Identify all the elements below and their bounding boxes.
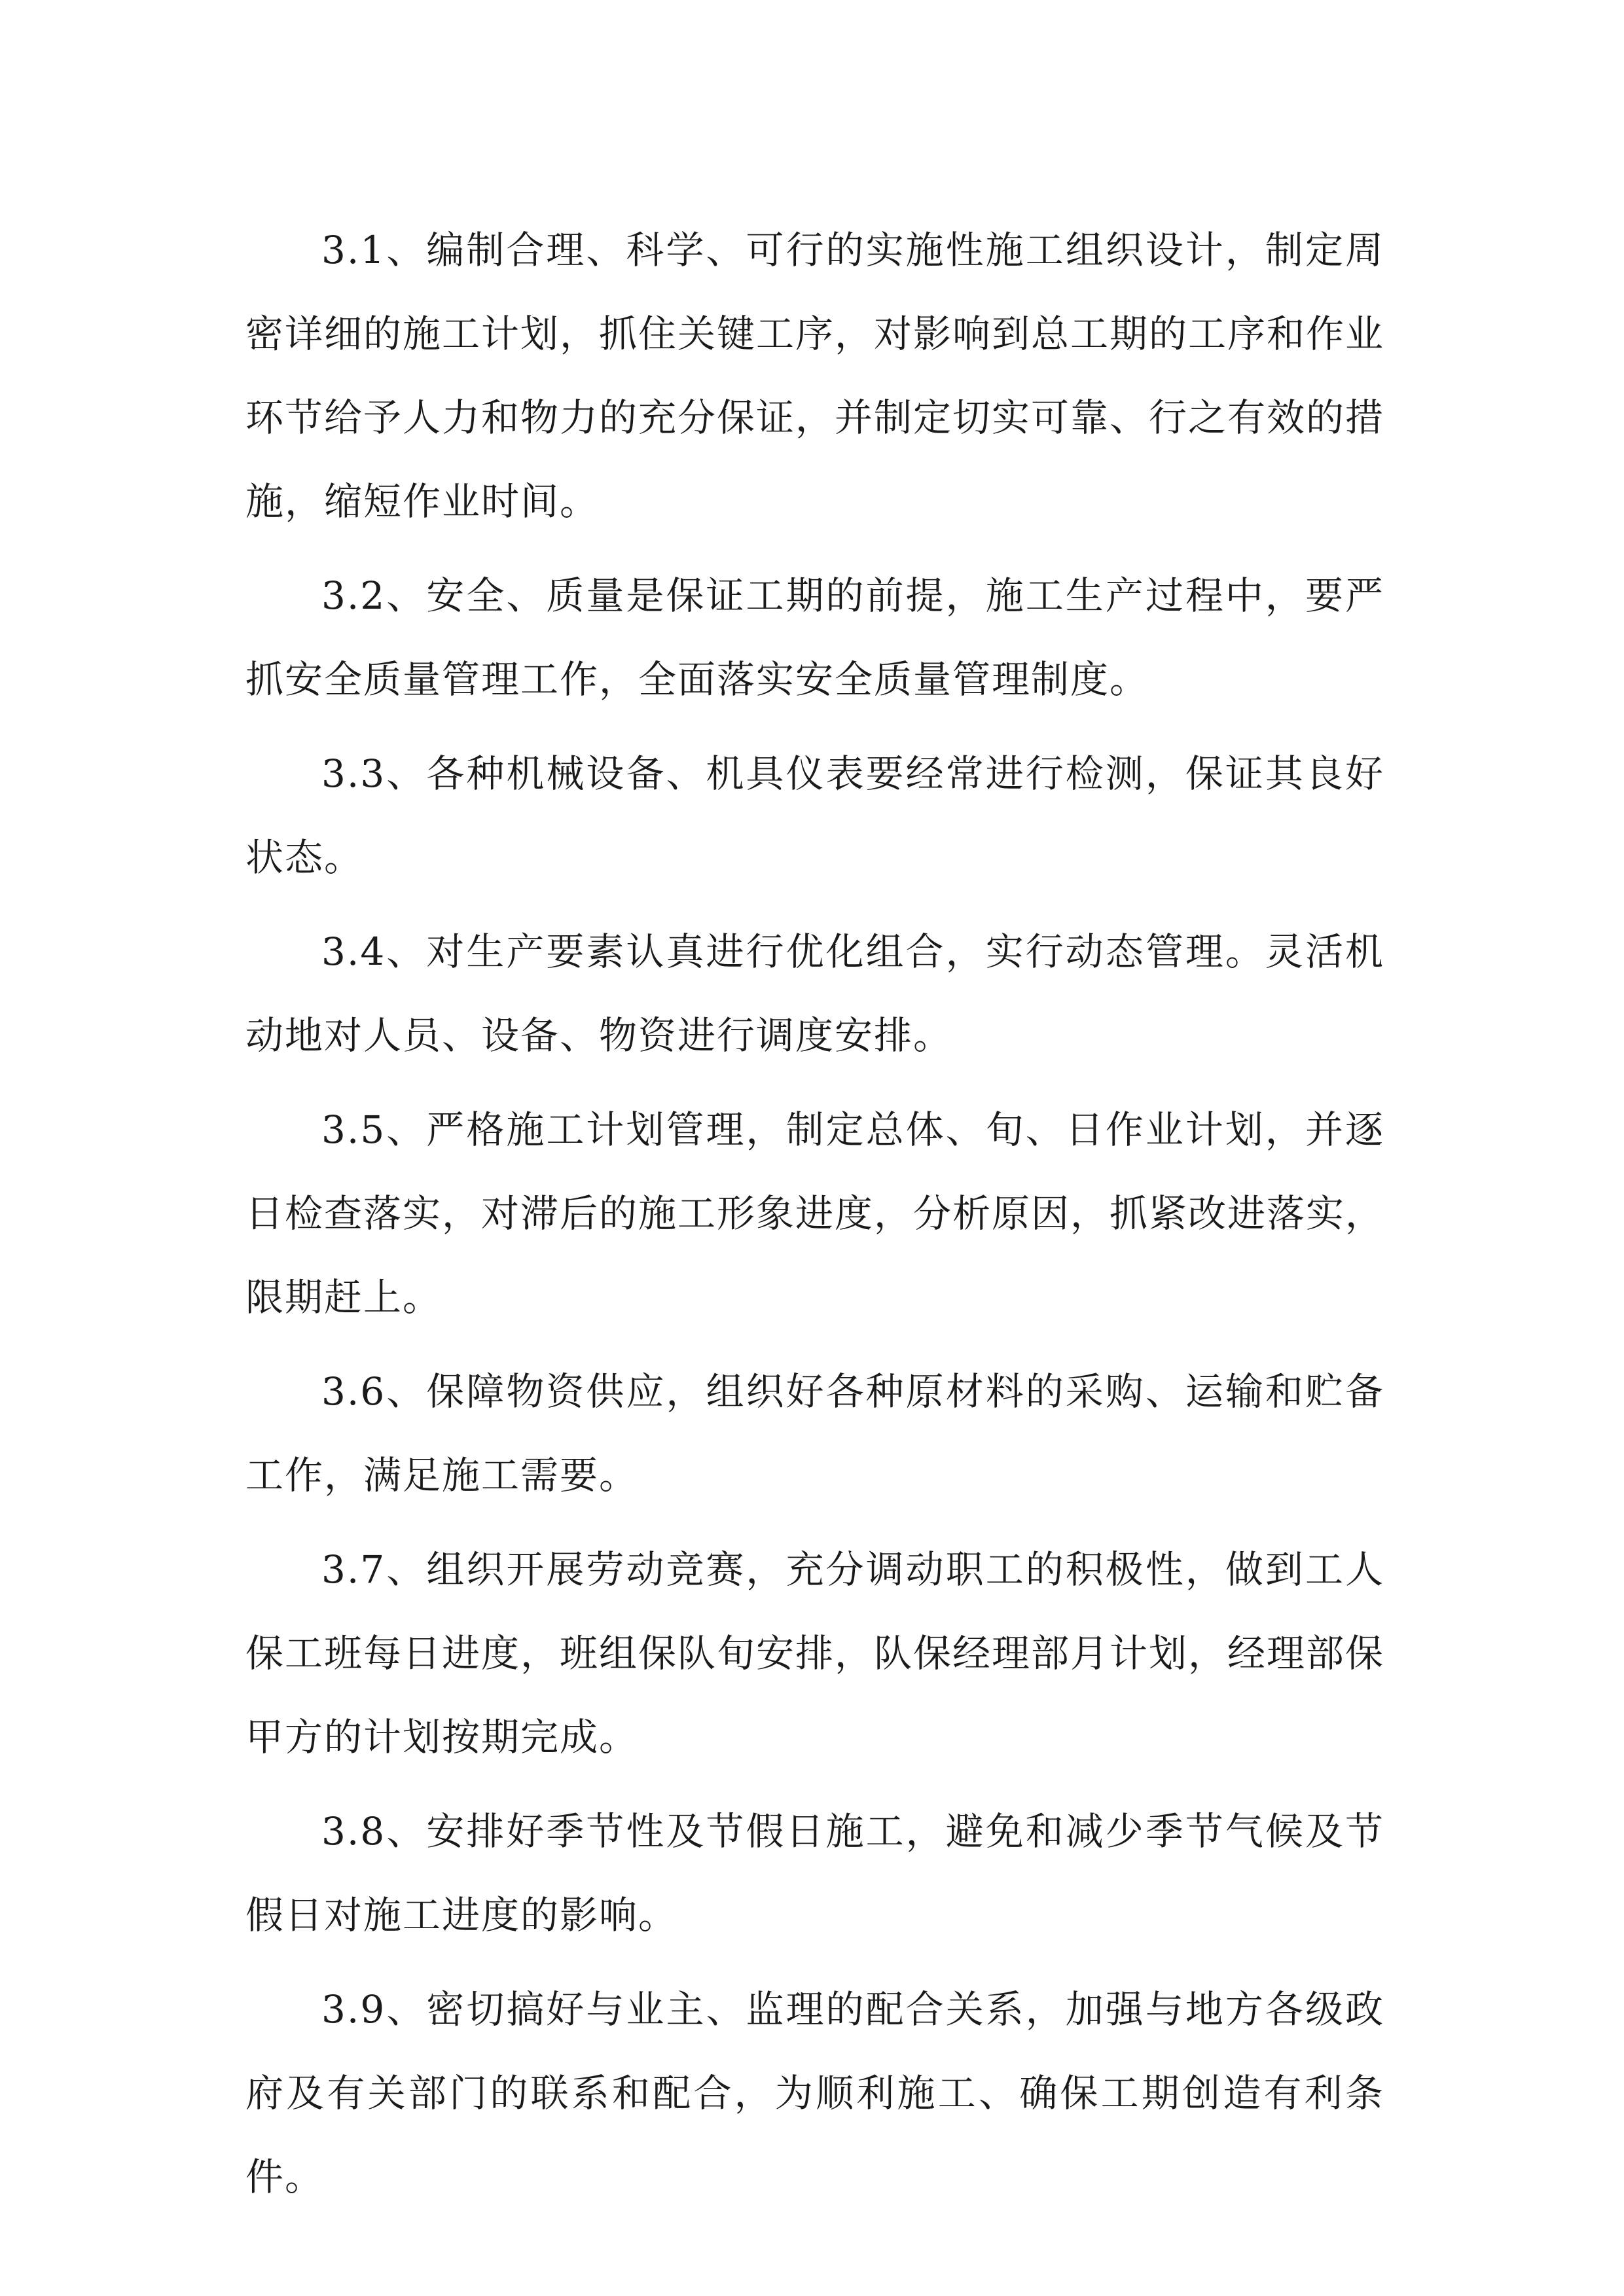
paragraph-3-4: 3.4、对生产要素认真进行优化组合，实行动态管理。灵活机动地对人员、设备、物资进行调度安排。 [245, 929, 1384, 1058]
paragraph-3-1: 3.1、编制合理、科学、可行的实施性施工组织设计，制定周密详细的施工计划，抓住关键工序，对影响到总工期的工序和作业环节给予人力和物力的充分保证，并制定切实可靠、行之有效的措施，缩短作业时间。 [245, 228, 1385, 524]
paragraph-3-5: 3.5、严格施工计划管理，制定总体、旬、日作业计划，并逐日检查落实，对滞后的施工形象进度，分析原因，抓紧改进落实，限期赶上。 [245, 1107, 1385, 1319]
paragraph-3-2: 3.2、安全、质量是保证工期的前提，施工生产过程中，要严抓安全质量管理工作，全面落实安全质量管理制度。 [245, 573, 1384, 702]
paragraph-3-9: 3.9、密切搞好与业主、监理的配合关系，加强与地方各级政府及有关部门的联系和配合，为顺利施工、确保工期创造有利条件。 [245, 1987, 1384, 2199]
paragraph-3-3: 3.3、各种机械设备、机具仪表要经常进行检测，保证其良好状态。 [245, 751, 1384, 880]
paragraph-3-7: 3.7、组织开展劳动竞赛，充分调动职工的积极性，做到工人保工班每日进度，班组保队旬安排，队保经理部月计划，经理部保甲方的计划按期完成。 [245, 1547, 1385, 1759]
document-body [245, 208, 1384, 2229]
paragraph-3-8: 3.8、安排好季节性及节假日施工，避免和减少季节气候及节假日对施工进度的影响。 [245, 1809, 1384, 1937]
paragraph-3-6: 3.6、保障物资供应，组织好各种原材料的采购、运输和贮备工作，满足施工需要。 [245, 1369, 1384, 1498]
